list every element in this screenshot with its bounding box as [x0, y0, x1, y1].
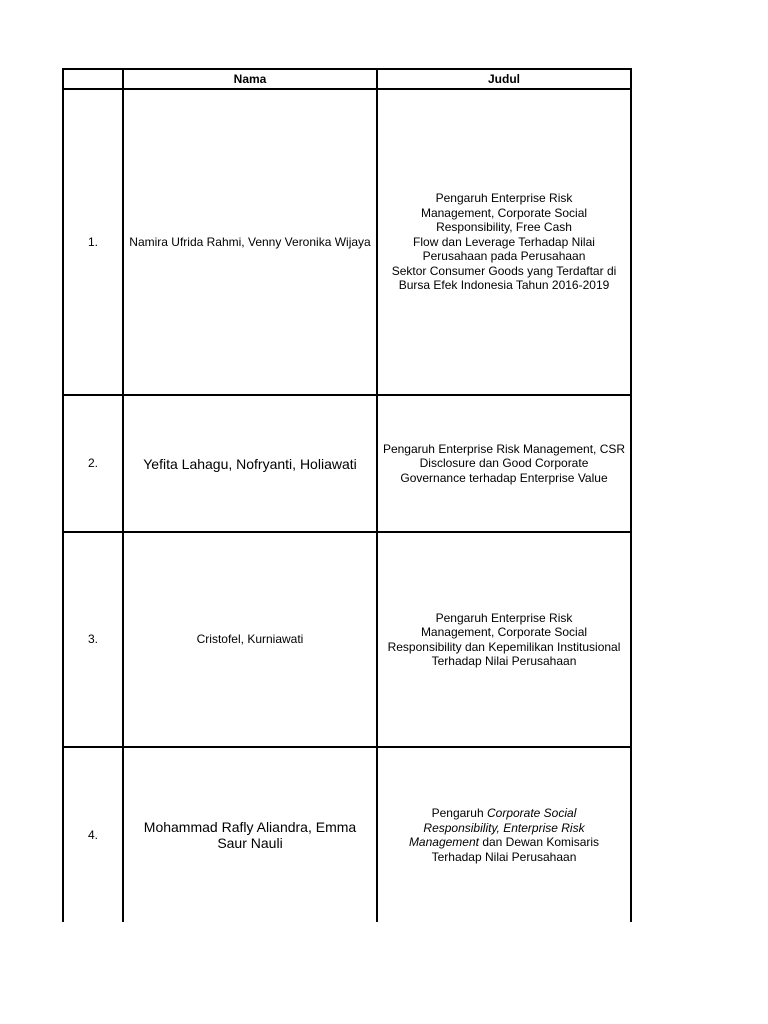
title-line: Pengaruh Enterprise Risk — [435, 610, 573, 625]
author-names: Yefita Lahagu, Nofryanti, Holiawati — [124, 396, 378, 531]
title-italic-text: Management — [408, 835, 479, 849]
header-cell-nama: Nama — [124, 70, 378, 88]
title-line: Flow dan Leverage Terhadap Nilai — [413, 234, 595, 249]
title-line: Bursa Efek Indonesia Tahun 2016-2019 — [398, 278, 610, 293]
title-line: Management, Corporate Social — [420, 625, 588, 639]
title-line: Disclosure dan Good Corporate — [419, 456, 589, 471]
title-line: Terhadap Nilai Perusahaan — [431, 849, 577, 864]
title-line — [409, 835, 599, 850]
title-italic-text: Responsibility, Enterprise Risk — [423, 820, 585, 835]
title-line: Pengaruh Enterprise Risk — [435, 191, 573, 206]
research-title — [378, 533, 630, 746]
header-cell-judul: Judul — [488, 71, 520, 86]
row-number: 4. — [64, 748, 124, 922]
title-line: Responsibility, Free Cash — [436, 220, 572, 235]
author-names: Cristofel, Kurniawati — [124, 533, 378, 746]
title-text: dan Dewan Komisaris — [478, 835, 600, 849]
data-table — [62, 68, 632, 922]
row-number: 1. — [64, 90, 124, 394]
row-number: 2. — [64, 396, 124, 531]
author-names: Namira Ufrida Rahmi, Venny Veronika Wijaya — [124, 90, 378, 394]
table-header-row — [62, 68, 632, 90]
title-line: Responsibility dan Kepemilikan Institusional — [387, 639, 621, 654]
title-line: Pengaruh Enterprise Risk Management, CSR — [382, 441, 626, 456]
research-title — [378, 748, 630, 922]
title-line: Perusahaan pada Perusahaan — [422, 249, 586, 264]
title-italic-text: Corporate Social — [486, 806, 577, 820]
research-title — [378, 90, 630, 394]
table-row — [62, 533, 632, 748]
table-row — [62, 396, 632, 533]
title-text: Pengaruh — [431, 806, 487, 820]
title-line: Management, Corporate Social — [420, 205, 588, 220]
row-number: 3. — [64, 533, 124, 746]
author-names: Mohammad Rafly Aliandra, Emma Saur Nauli — [124, 748, 378, 922]
table-row — [62, 748, 632, 922]
research-title — [378, 396, 630, 531]
table-row — [62, 90, 632, 396]
header-cell-no — [64, 70, 124, 88]
title-line — [409, 806, 599, 821]
title-line: Sektor Consumer Goods yang Terdaftar di — [391, 263, 617, 278]
title-line: Governance terhadap Enterprise Value — [400, 470, 608, 485]
title-line: Terhadap Nilai Perusahaan — [431, 654, 577, 668]
